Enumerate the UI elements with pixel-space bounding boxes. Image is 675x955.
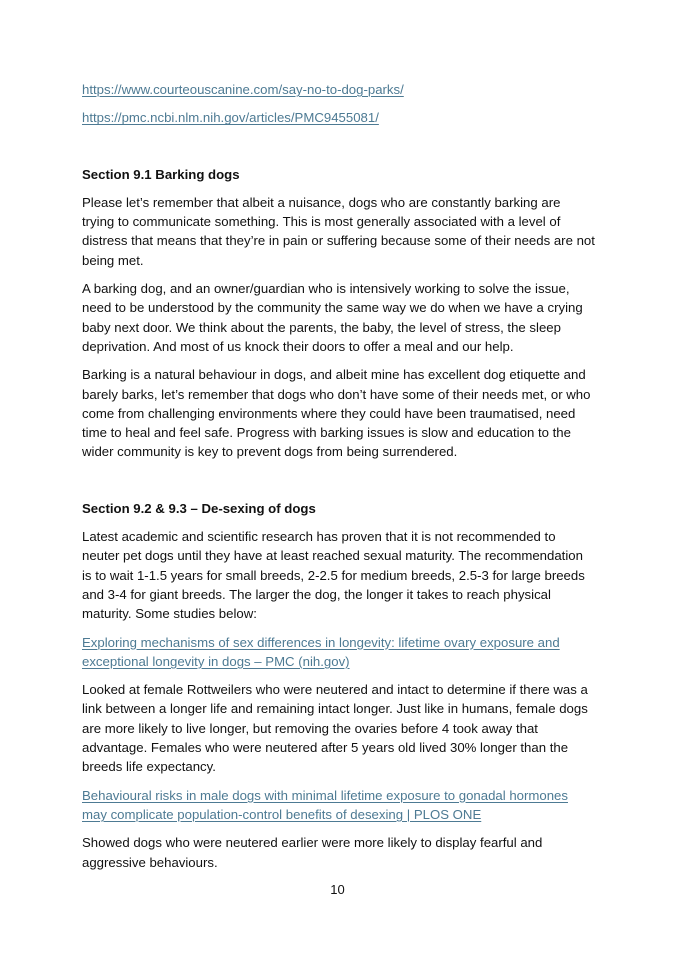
- section-9-1-paragraph-1: Please let’s remember that albeit a nuisance, dogs who are constantly barking are trying to communicate something. This is most generally associated with a level of distress that means that they’re in pain or suffering because some of their needs are not being met.: [82, 194, 595, 268]
- link-courteous-canine[interactable]: https://www.courteouscanine.com/say-no-to-dog-parks/: [82, 82, 404, 97]
- section-9-1-paragraph-3: Barking is a natural behaviour in dogs, and albeit mine has excellent dog etiquette and barely barks, let’s remember that dogs who don’t have some of their needs met, or who come from challenging environments where they could have been traumatised, need time to heal and feel safe. Progress with barking issues is slow and education to the wider community is key to prevent dogs from being surrendered.: [82, 367, 591, 460]
- section-9-2-title: Section 9.2 & 9.3 – De-sexing of dogs: [82, 500, 316, 516]
- study-1-summary: Looked at female Rottweilers who were neutered and intact to determine if there was a link between a longer life and remaining intact longer. Just like in humans, female dogs are more likely to live longer, but removing the ovaries before 4 took away that advantage. Females who were neutered after 5 years old lived 30% longer than the breeds life expectancy.: [82, 682, 588, 775]
- study-2-link[interactable]: Behavioural risks in male dogs with minimal lifetime exposure to gonadal hormones may complicate population-control benefits of desexing | PLOS ONE: [82, 787, 568, 822]
- section-9-1-title: Section 9.1 Barking dogs: [82, 166, 240, 182]
- study-1-link[interactable]: Exploring mechanisms of sex differences in longevity: lifetime ovary exposure and exceptional longevity in dogs – PMC (nih.gov): [82, 634, 560, 669]
- study-2-summary: Showed dogs who were neutered earlier were more likely to display fearful and aggressive behaviours.: [82, 835, 543, 870]
- section-9-2-intro: Latest academic and scientific research has proven that it is not recommended to neuter pet dogs until they have at least reached sexual maturity. The recommendation is to wait 1-1.5 years for small breeds, 2-2.5 for medium breeds, 2.5-3 for large breeds and 3-4 for giant breeds. The larger the dog, the longer it takes to reach physical maturity. Some studies below:: [82, 529, 585, 622]
- spacer: [82, 137, 596, 165]
- link-pmc-article[interactable]: https://pmc.ncbi.nlm.nih.gov/articles/PMC9455081/: [82, 110, 379, 126]
- section-9-1-paragraph-2: A barking dog, and an owner/guardian who is intensively working to solve the issue, need to be understood by the community the same way we do when we have a crying baby next door. We think about the parents, the baby, the level of stress, the sleep deprivation. And most of us knock their doors to offer a meal and our help.: [82, 281, 583, 354]
- page-content: [82, 80, 596, 881]
- page-number: 10: [330, 882, 345, 897]
- spacer: [82, 471, 596, 499]
